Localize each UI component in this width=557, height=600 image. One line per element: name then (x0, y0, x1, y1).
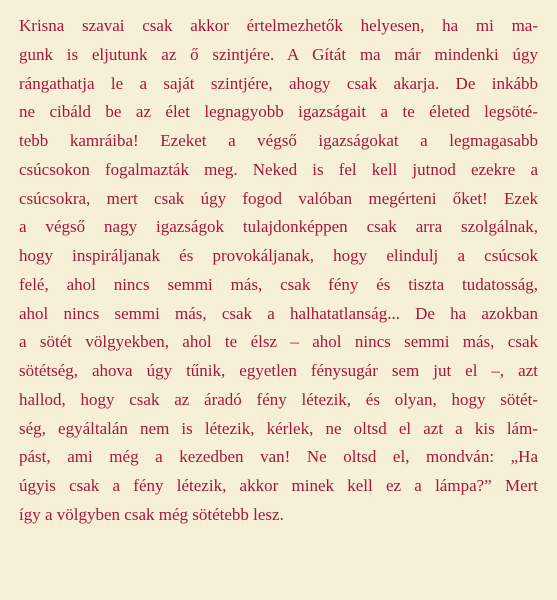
text-line-5: tebb kamráiba! Ezeket a végső igazságokat a legmagasabb (19, 131, 538, 150)
text-line-17: úgyis csak a fény létezik, akkor minek kell ez a lámpa?” Mert (19, 476, 538, 495)
text-line-16: pást, ami még a kezedben van! Ne oltsd el, mondván: „Ha (19, 447, 538, 467)
text-line-3: rángathatja le a saját szintjére, ahogy csak akarja. De inkább (19, 73, 538, 93)
text-line-6: csúcsokon fogalmazták meg. Neked is fel kell jutnod ezekre a (19, 159, 538, 179)
text-line-14: hallod, hogy csak az áradó fény létezik, és olyan, hogy sötét- (19, 389, 538, 409)
text-line-7: csúcsokra, mert csak úgy fogod valóban megérteni őket! Ezek (19, 188, 538, 208)
text-line-1: Krisna szavai csak akkor értelmezhetők helyesen, ha mi ma- (19, 16, 538, 35)
paragraph (19, 12, 538, 530)
text-line-18: így a völgyben csak még sötétebb lesz. (19, 504, 284, 524)
text-line-10: felé, ahol nincs semmi más, csak fény és tiszta tudatosság, (19, 274, 538, 294)
text-line-15: ség, egyáltalán nem is létezik, kérlek, ne oltsd el azt a kis lám- (19, 418, 538, 438)
text-line-2: gunk is eljutunk az ő szintjére. A Gítát ma már mindenki úgy (19, 44, 538, 64)
text-line-9: hogy inspiráljanak és provokáljanak, hogy elindulj a csúcsok (19, 246, 538, 265)
text-line-11: ahol nincs semmi más, csak a halhatatlanság... De ha azokban (19, 303, 538, 323)
text-line-13: sötétség, ahova úgy tűnik, egyetlen fénysugár sem jut el –, azt (19, 361, 538, 380)
text-line-12: a sötét völgyekben, ahol te élsz – ahol nincs semmi más, csak (19, 332, 538, 352)
text-line-8: a végső nagy igazságok tulajdonképpen csak arra szolgálnak, (19, 217, 538, 237)
text-line-4: ne cibáld be az élet legnagyobb igazságait a te életed legsöté- (19, 102, 538, 122)
